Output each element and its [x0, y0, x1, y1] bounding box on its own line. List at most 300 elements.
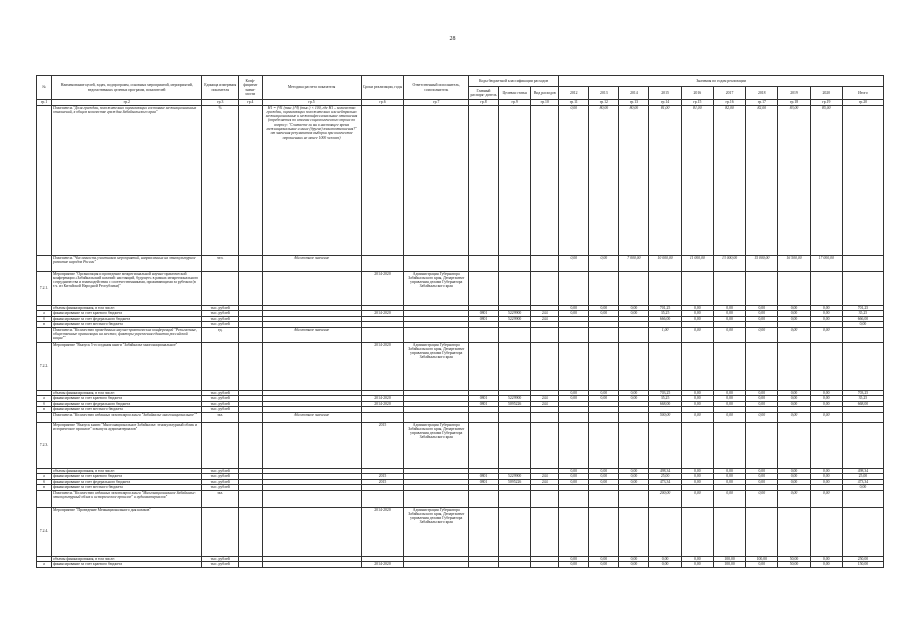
row-method — [262, 271, 361, 305]
row-year-value: 0,00 — [589, 396, 619, 402]
row-year-value: 0,00 — [681, 468, 713, 474]
row-year-value: 0,00 — [778, 412, 810, 422]
row-year-value: 0,00 — [778, 311, 810, 317]
row-period: 2015 — [361, 474, 404, 480]
row-method — [262, 490, 361, 507]
row-year-value: 80,00 — [619, 105, 649, 255]
row-year-value — [746, 507, 778, 556]
column-number: гр.18 — [778, 100, 810, 106]
row-bcc-type — [531, 105, 559, 255]
row-year-value — [559, 271, 589, 305]
row-total: 0,00 — [842, 322, 883, 328]
row-bcc-target — [499, 342, 531, 390]
row-bcc-target — [499, 507, 531, 556]
row-year-value — [619, 412, 649, 422]
row-year-value — [589, 422, 619, 468]
row-unit: тыс. рублей — [202, 390, 239, 396]
row-unit: тыс. рублей — [202, 311, 239, 317]
row-name: Показатель "Доля граждан, положительно оценивающих состояние межнациональных отношений, в общем количестве граждан Забайкальского края" — [52, 105, 202, 255]
row-year-value: 81,00 — [649, 105, 681, 255]
row-year-value: 11 000,00 — [681, 255, 713, 271]
header-year: 2019 — [778, 87, 810, 100]
row-year-value: 100,00 — [746, 556, 778, 562]
row-year-value: 0,00 — [681, 390, 713, 396]
row-name: финансирование за счет местного бюджета — [52, 485, 202, 491]
row-year-value: 10 000,00 — [649, 255, 681, 271]
column-number: гр.16 — [713, 100, 745, 106]
column-number: гр.13 — [619, 100, 649, 106]
row-year-value — [810, 422, 842, 468]
row-bcc-main — [468, 105, 498, 255]
row-year-value: 0,00 — [713, 305, 745, 311]
row-bcc-target — [499, 422, 531, 468]
row-method: Абсолютное значение — [262, 327, 361, 342]
row-year-value: 85,00 — [810, 105, 842, 255]
row-total — [842, 271, 883, 305]
row-year-value: 0,00 — [681, 474, 713, 480]
row-bcc-main: 0801 — [468, 316, 498, 322]
row-year-value: 0,00 — [559, 474, 589, 480]
row-method: Абсолютное значение — [262, 255, 361, 271]
row-bcc-type: 244 — [531, 401, 559, 407]
row-year-value: 0,00 — [713, 311, 745, 317]
row-bcc-main: 0801 — [468, 396, 498, 402]
row-year-value: 0,00 — [619, 556, 649, 562]
row-period — [361, 255, 404, 271]
row-year-value: 100,00 — [713, 556, 745, 562]
table-row — [37, 490, 884, 507]
row-year-value: 0,00 — [713, 412, 745, 422]
row-executor — [404, 255, 468, 271]
row-year-value: 0,00 — [810, 490, 842, 507]
row-year-value: 0,00 — [810, 556, 842, 562]
row-year-value: 1,00 — [649, 327, 681, 342]
row-unit: % — [202, 105, 239, 255]
row-year-value: 0,00 — [589, 255, 619, 271]
row-year-value — [746, 271, 778, 305]
row-name: объемы финансирования, в том числе: — [52, 468, 202, 474]
row-year-value: 0,00 — [559, 479, 589, 485]
row-year-value: 703,25 — [649, 390, 681, 396]
row-year-value: 701,25 — [649, 305, 681, 311]
row-unit — [202, 422, 239, 468]
row-period: 2014-2020 — [361, 271, 404, 305]
row-year-value — [619, 507, 649, 556]
row-name: Мероприятие "Выпуск книги "Многонациональное Забайкалье: этнокультурный облик и историческое прошлое" и выпуск аудиоматериалов" — [52, 422, 202, 468]
row-year-value: 0,00 — [559, 468, 589, 474]
row-year-value — [559, 490, 589, 507]
row-bcc-type — [531, 412, 559, 422]
header-coef: Коэф- фициент значи- мости — [239, 76, 263, 100]
header-method: Методика расчета показателя — [262, 76, 361, 100]
row-year-value: 0,00 — [559, 396, 589, 402]
row-name: объемы финансирования, в том числе: — [52, 305, 202, 311]
row-total: 666,00 — [842, 316, 883, 322]
row-executor — [404, 490, 468, 507]
row-year-value: 0,00 — [589, 479, 619, 485]
row-unit: чел. — [202, 255, 239, 271]
row-year-value: 0,00 — [810, 390, 842, 396]
row-bcc-type — [531, 422, 559, 468]
row-year-value: 0,00 — [559, 255, 589, 271]
header-year: 2016 — [681, 87, 713, 100]
row-year-value — [810, 342, 842, 390]
row-name: финансирование за счет местного бюджета — [52, 322, 202, 328]
row-year-value: 0,00 — [681, 412, 713, 422]
header-bcc-target: Целевая статья — [499, 87, 531, 100]
row-year-value — [589, 490, 619, 507]
row-year-value: 0,00 — [619, 479, 649, 485]
row-method: Н1 = (Ч1 (тыс.)/Ч) (тыс.) × 100, где Н1 – количество граждан, оценивающих положительно или нейтрально межнациональные и межконфессиональные отношения (определяется по итогам социологического опроса по вопросу: "Считаете ли вы в настоящее время межнациональные и иные (другие) взаимоотношения?" от значения результатов выборки при количестве опрошенных не менее 1000 человек) — [262, 105, 361, 255]
row-no: а — [37, 311, 52, 317]
row-period: 2015 — [361, 479, 404, 485]
row-year-value — [559, 327, 589, 342]
row-year-value: 500,00 — [649, 412, 681, 422]
row-year-value: 0,00 — [559, 311, 589, 317]
column-number: гр.9 — [499, 100, 531, 106]
row-no: б — [37, 479, 52, 485]
row-coef — [239, 422, 263, 468]
row-coef — [239, 342, 263, 390]
row-year-value — [746, 422, 778, 468]
row-bcc-type — [531, 255, 559, 271]
table-row — [37, 327, 884, 342]
row-year-value: 0,00 — [746, 474, 778, 480]
row-year-value: 0,00 — [810, 401, 842, 407]
row-bcc-type — [531, 342, 559, 390]
row-year-value: 0,00 — [810, 412, 842, 422]
row-bcc-target: 5229900 — [499, 396, 531, 402]
row-total — [842, 255, 883, 271]
row-no: а — [37, 562, 52, 568]
row-unit: экз. — [202, 412, 239, 422]
row-year-value: 0,00 — [746, 490, 778, 507]
row-bcc-main — [468, 255, 498, 271]
row-total: 25,00 — [842, 474, 883, 480]
row-year-value — [619, 342, 649, 390]
row-year-value — [649, 507, 681, 556]
row-bcc-type: 244 — [531, 396, 559, 402]
row-year-value — [713, 342, 745, 390]
row-year-value — [713, 422, 745, 468]
row-year-value — [810, 507, 842, 556]
row-total: 473,34 — [842, 479, 883, 485]
row-unit: ед. — [202, 327, 239, 342]
row-bcc-target — [499, 490, 531, 507]
row-year-value — [589, 327, 619, 342]
row-total: 35,25 — [842, 396, 883, 402]
row-period: 2014-2020 — [361, 507, 404, 556]
row-bcc-target — [499, 562, 531, 568]
row-period: 2014-2020 — [361, 401, 404, 407]
row-year-value: 0,00 — [778, 479, 810, 485]
row-year-value — [619, 327, 649, 342]
row-year-value: 0,00 — [681, 562, 713, 568]
row-year-value — [778, 342, 810, 390]
column-number: гр.6 — [361, 100, 404, 106]
row-year-value: 0,00 — [559, 305, 589, 311]
row-year-value: 0,00 — [589, 468, 619, 474]
header-executor: Ответственный исполнитель, соисполнитель — [404, 76, 468, 100]
row-unit: тыс. рублей — [202, 407, 239, 413]
column-number: гр.12 — [589, 100, 619, 106]
row-name: объемы финансирования, в том числе: — [52, 390, 202, 396]
row-no: 7.2.2. — [37, 342, 52, 390]
row-year-value: 0,00 — [810, 474, 842, 480]
row-executor — [404, 327, 468, 342]
row-bcc-target — [499, 271, 531, 305]
row-executor: Администрация Губернатора Забайкальского края, Департамент управления делами Губернатора Забайкальского края — [404, 422, 468, 468]
row-executor — [404, 412, 468, 422]
row-executor: Администрация Губернатора Забайкальского края, Департамент управления делами Губернатора Забайкальского края — [404, 271, 468, 305]
row-name: Показатель "Количество проведенных научно-практических конференций "Религиозные, общественные организации на местах; факторы укрепления единства российской нации"" — [52, 327, 202, 342]
row-year-value: 0,00 — [778, 396, 810, 402]
row-coef — [239, 105, 263, 255]
row-year-value: 15 000,00 — [746, 255, 778, 271]
row-year-value: 81,00 — [681, 105, 713, 255]
row-year-value: 13 000,00 — [713, 255, 745, 271]
header-name: Наименование целей, задач, подпрограмм, основных мероприятий, мероприятий, ведомственных целевых программ, показателей — [52, 76, 202, 100]
column-number: гр.14 — [649, 100, 681, 106]
row-period: 2014-2020 — [361, 311, 404, 317]
column-number: гр.17 — [746, 100, 778, 106]
row-bcc-type — [531, 562, 559, 568]
row-year-value — [559, 422, 589, 468]
row-year-value: 25,00 — [649, 474, 681, 480]
row-year-value: 0,00 — [810, 479, 842, 485]
row-no: а — [37, 396, 52, 402]
row-period: 2014-2020 — [361, 342, 404, 390]
row-total — [842, 422, 883, 468]
row-coef — [239, 255, 263, 271]
row-year-value: 83,00 — [778, 105, 810, 255]
row-total — [842, 412, 883, 422]
row-year-value — [589, 342, 619, 390]
header-bcc-main: Главный распоря- дитель — [468, 87, 498, 100]
column-number: гр.5 — [262, 100, 361, 106]
row-year-value: 0,00 — [713, 474, 745, 480]
row-period: 2014-2020 — [361, 562, 404, 568]
row-year-value: 0,00 — [619, 468, 649, 474]
row-name: Мероприятие "Выпуск 5-го издания книги "Забайкалье многонациональное" — [52, 342, 202, 390]
row-year-value — [681, 342, 713, 390]
row-bcc-type — [531, 490, 559, 507]
row-year-value: 473,34 — [649, 479, 681, 485]
row-year-value: 82,00 — [746, 105, 778, 255]
row-year-value: 0,00 — [681, 311, 713, 317]
row-no: в — [37, 322, 52, 328]
row-year-value — [778, 422, 810, 468]
row-year-value — [649, 422, 681, 468]
row-year-value: 0,00 — [589, 311, 619, 317]
table-row — [37, 105, 884, 255]
row-year-value: 80,00 — [589, 105, 619, 255]
row-bcc-main: 0801 — [468, 401, 498, 407]
row-year-value: 0,00 — [778, 490, 810, 507]
row-year-value: 0,00 — [746, 562, 778, 568]
header-year: 2020 — [810, 87, 842, 100]
row-unit: тыс. рублей — [202, 468, 239, 474]
row-no: 7.2.1. — [37, 271, 52, 305]
row-year-value: 0,00 — [681, 327, 713, 342]
row-year-value — [681, 507, 713, 556]
row-year-value: 0,00 — [778, 468, 810, 474]
row-period — [361, 490, 404, 507]
row-year-value — [649, 342, 681, 390]
row-bcc-type — [531, 271, 559, 305]
row-year-value: 0,00 — [589, 305, 619, 311]
row-coef — [239, 507, 263, 556]
row-period — [361, 105, 404, 255]
row-year-value — [746, 342, 778, 390]
row-executor: Администрация Губернатора Забайкальского края, Департамент управления делами Губернатора Забайкальского края — [404, 342, 468, 390]
row-year-value: 0,00 — [681, 305, 713, 311]
row-year-value: 498,34 — [649, 468, 681, 474]
row-year-value: 0,00 — [559, 562, 589, 568]
row-name: Показатель "Количество изданных экземпляров книги "Забайкалье многонациональное"" — [52, 412, 202, 422]
row-year-value — [681, 422, 713, 468]
row-year-value: 0,00 — [713, 396, 745, 402]
row-year-value: 0,00 — [746, 316, 778, 322]
header-total: Итого — [842, 87, 883, 100]
row-total — [842, 105, 883, 255]
row-year-value: 0,00 — [681, 396, 713, 402]
header-bcc-group: Коды бюджетной классификации расходов — [468, 76, 558, 87]
row-year-value: 35,25 — [649, 396, 681, 402]
table-row — [37, 562, 884, 568]
row-method — [262, 562, 361, 568]
row-year-value: 0,00 — [619, 562, 649, 568]
row-year-value: 0,00 — [746, 412, 778, 422]
row-year-value: 0,00 — [713, 401, 745, 407]
row-total: 35,25 — [842, 311, 883, 317]
row-year-value: 0,00 — [746, 396, 778, 402]
row-year-value: 0,00 — [559, 390, 589, 396]
row-year-value: 82,00 — [713, 105, 745, 255]
row-name: финансирование за счет федерального бюджета — [52, 401, 202, 407]
row-unit: тыс. рублей — [202, 401, 239, 407]
row-unit — [202, 342, 239, 390]
row-year-value: 50,00 — [778, 562, 810, 568]
row-year-value: 0,00 — [589, 556, 619, 562]
row-executor — [404, 105, 468, 255]
header-year: 2012 — [559, 87, 589, 100]
row-year-value — [559, 507, 589, 556]
row-coef — [239, 490, 263, 507]
column-number: гр.3 — [202, 100, 239, 106]
row-bcc-main — [468, 562, 498, 568]
row-name: финансирование за счет федерального бюджета — [52, 479, 202, 485]
row-unit: тыс. рублей — [202, 485, 239, 491]
row-bcc-main — [468, 507, 498, 556]
row-year-value: 0,00 — [619, 390, 649, 396]
row-coef — [239, 412, 263, 422]
row-year-value: 0,00 — [778, 305, 810, 311]
header-year: 2015 — [649, 87, 681, 100]
row-name: финансирование за счет краевого бюджета — [52, 396, 202, 402]
row-name: объемы финансирования, в том числе: — [52, 556, 202, 562]
row-total: 0,00 — [842, 485, 883, 491]
row-unit: тыс. рублей — [202, 474, 239, 480]
row-year-value: 0,00 — [559, 105, 589, 255]
row-bcc-type: 244 — [531, 316, 559, 322]
row-year-value: 0,00 — [619, 396, 649, 402]
page-number: 28 — [449, 36, 456, 42]
program-table — [36, 75, 884, 568]
row-bcc-main — [468, 271, 498, 305]
row-year-value: 16 500,00 — [778, 255, 810, 271]
row-period — [361, 412, 404, 422]
table-row — [37, 422, 884, 468]
row-name: финансирование за счет местного бюджета — [52, 407, 202, 413]
row-year-value — [778, 271, 810, 305]
row-year-value — [589, 412, 619, 422]
row-no: б — [37, 316, 52, 322]
row-year-value: 200,00 — [649, 490, 681, 507]
row-period: 2014-2020 — [361, 396, 404, 402]
row-total: 498,34 — [842, 468, 883, 474]
row-bcc-type: 244 — [531, 479, 559, 485]
row-year-value: 0,00 — [778, 390, 810, 396]
row-bcc-target — [499, 412, 531, 422]
row-bcc-target — [499, 255, 531, 271]
row-year-value: 0,00 — [810, 562, 842, 568]
row-period: 2015 — [361, 422, 404, 468]
row-year-value: 0,00 — [746, 390, 778, 396]
row-total — [842, 507, 883, 556]
header-bcc-type: Вид расходов — [531, 87, 559, 100]
table-row — [37, 255, 884, 271]
row-name: финансирование за счет федерального бюджета — [52, 316, 202, 322]
row-total: 703,25 — [842, 390, 883, 396]
row-no: 7.2.3. — [37, 422, 52, 468]
column-number: гр.1 — [37, 100, 52, 106]
row-bcc-target: 5229900 — [499, 474, 531, 480]
row-year-value: 0,00 — [649, 556, 681, 562]
row-year-value — [559, 412, 589, 422]
row-year-value: 7 000,00 — [619, 255, 649, 271]
row-total — [842, 342, 883, 390]
row-bcc-target: 5229900 — [499, 316, 531, 322]
row-year-value — [619, 271, 649, 305]
column-number: гр.10 — [531, 100, 559, 106]
row-executor: Администрация Губернатора Забайкальского края, Департамент управления делами Губернатора Забайкальского края — [404, 507, 468, 556]
row-no — [37, 327, 52, 342]
row-bcc-target — [499, 327, 531, 342]
row-coef — [239, 271, 263, 305]
row-year-value: 0,00 — [746, 311, 778, 317]
header-year: 2013 — [589, 87, 619, 100]
row-name: финансирование за счет краевого бюджета — [52, 562, 202, 568]
row-no — [37, 105, 52, 255]
row-year-value — [681, 271, 713, 305]
row-year-value: 0,00 — [619, 305, 649, 311]
row-coef — [239, 327, 263, 342]
row-year-value: 0,00 — [810, 311, 842, 317]
row-unit — [202, 271, 239, 305]
row-year-value — [778, 507, 810, 556]
row-executor — [404, 562, 468, 568]
column-number: гр.7 — [404, 100, 468, 106]
row-bcc-target: 5095226 — [499, 401, 531, 407]
row-year-value: 0,00 — [619, 311, 649, 317]
header-values-group: Значения по годам реализации — [559, 76, 884, 87]
row-year-value: 0,00 — [810, 327, 842, 342]
row-year-value — [559, 342, 589, 390]
row-bcc-main: 0801 — [468, 311, 498, 317]
row-year-value: 0,00 — [810, 305, 842, 311]
row-year-value: 0,00 — [713, 490, 745, 507]
